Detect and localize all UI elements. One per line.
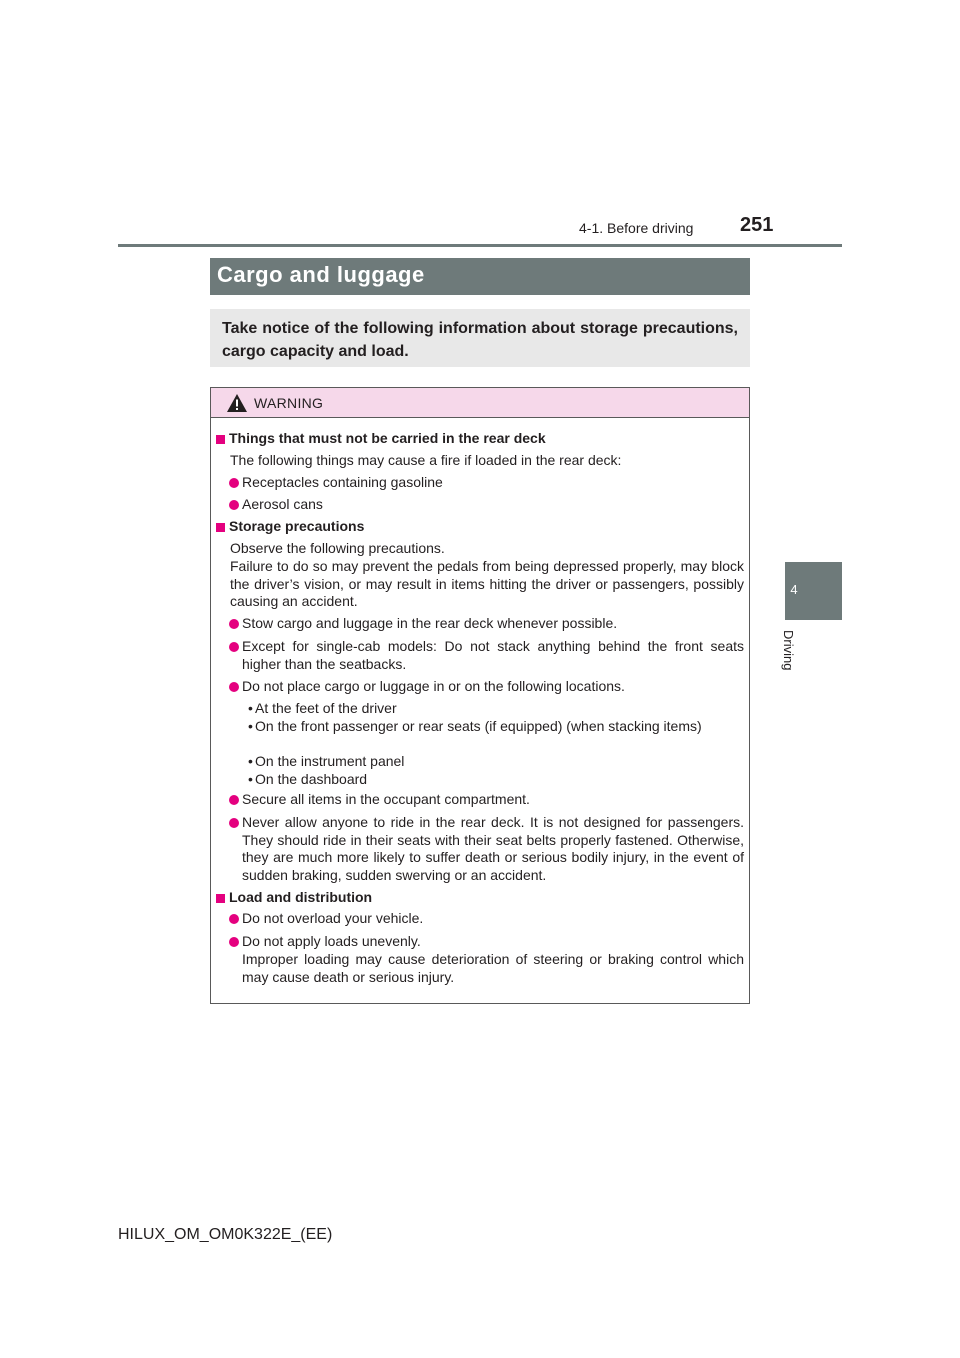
bullet-dot <box>229 478 239 488</box>
list-item: Stow cargo and luggage in the rear deck whenever possible. <box>242 615 618 631</box>
footer-doc-id: HILUX_OM_OM0K322E_(EE) <box>118 1226 333 1243</box>
list-item: Never allow anyone to ride in the rear deck. It is not designed for passengers. They should ride in their seats with their seat belts properly fastened. Otherwise, they are much more likely to suffer death or serious bodily injury, in the event of sudden braking, sudden swerving or an accident. <box>242 814 744 883</box>
list-item: Receptacles containing gasoline <box>242 474 443 490</box>
list-item: Except for single-cab models: Do not stack anything behind the front seats higher than the seatbacks. <box>242 638 744 672</box>
bullet-dot <box>229 937 239 947</box>
bullet-dot <box>229 682 239 692</box>
list-item: Aerosol cans <box>242 496 323 512</box>
intro-box <box>210 309 750 367</box>
side-label-text: Driving <box>781 630 796 671</box>
warning-header <box>211 388 749 418</box>
side-label <box>781 630 806 690</box>
section-marker <box>216 894 225 903</box>
sub-list-item: On the instrument panel <box>255 753 405 769</box>
sub-list-item: At the feet of the driver <box>255 700 397 716</box>
page-title-bar <box>210 258 750 295</box>
header-section: 4-1. Before driving <box>579 220 694 236</box>
list-item-detail: Improper loading may cause deterioration of steering or braking control which may cause death or serious injury. <box>242 951 744 985</box>
bullet-dot <box>229 795 239 805</box>
bullet-dot <box>229 619 239 629</box>
section-heading: Load and distribution <box>229 889 373 905</box>
list-item: Do not place cargo or luggage in or on the following locations. <box>242 678 625 694</box>
warning-box <box>210 387 750 1004</box>
section-marker <box>216 523 225 532</box>
bullet-dot <box>229 642 239 652</box>
section-text: The following things may cause a fire if loaded in the rear deck: <box>230 452 622 468</box>
sub-list-item: On the front passenger or rear seats (if equipped) (when stacking items) <box>255 718 702 734</box>
list-item: Do not apply loads unevenly. <box>242 933 421 949</box>
side-tab-number: 4 <box>790 582 798 597</box>
page-number: 251 <box>740 214 774 236</box>
section-heading: Storage precautions <box>229 518 365 534</box>
section-marker <box>216 435 225 444</box>
warning-triangle-icon <box>226 393 248 413</box>
sub-list-item: On the dashboard <box>255 771 368 787</box>
sub-bullet: • <box>248 700 253 716</box>
section-text: Observe the following precautions. <box>230 540 445 556</box>
section-heading: Things that must not be carried in the rear deck <box>229 430 546 446</box>
side-tab <box>785 562 842 620</box>
intro-text: Take notice of the following information about storage precautions, cargo capacity and load. <box>222 320 738 360</box>
sub-bullet: • <box>248 718 253 734</box>
list-item: Do not overload your vehicle. <box>242 910 424 926</box>
bullet-dot <box>229 818 239 828</box>
warning-title: WARNING <box>254 395 324 411</box>
sub-bullet: • <box>248 753 253 769</box>
list-item: Secure all items in the occupant compartment. <box>242 791 530 807</box>
sub-bullet: • <box>248 771 253 787</box>
header-rule <box>118 244 842 247</box>
page-title: Cargo and luggage <box>217 262 425 287</box>
bullet-dot <box>229 914 239 924</box>
section-text: Failure to do so may prevent the pedals from being depressed properly, may block the driver’s vision, or may result in items hitting the driver or passengers, possibly causing an accident. <box>230 558 744 609</box>
bullet-dot <box>229 500 239 510</box>
